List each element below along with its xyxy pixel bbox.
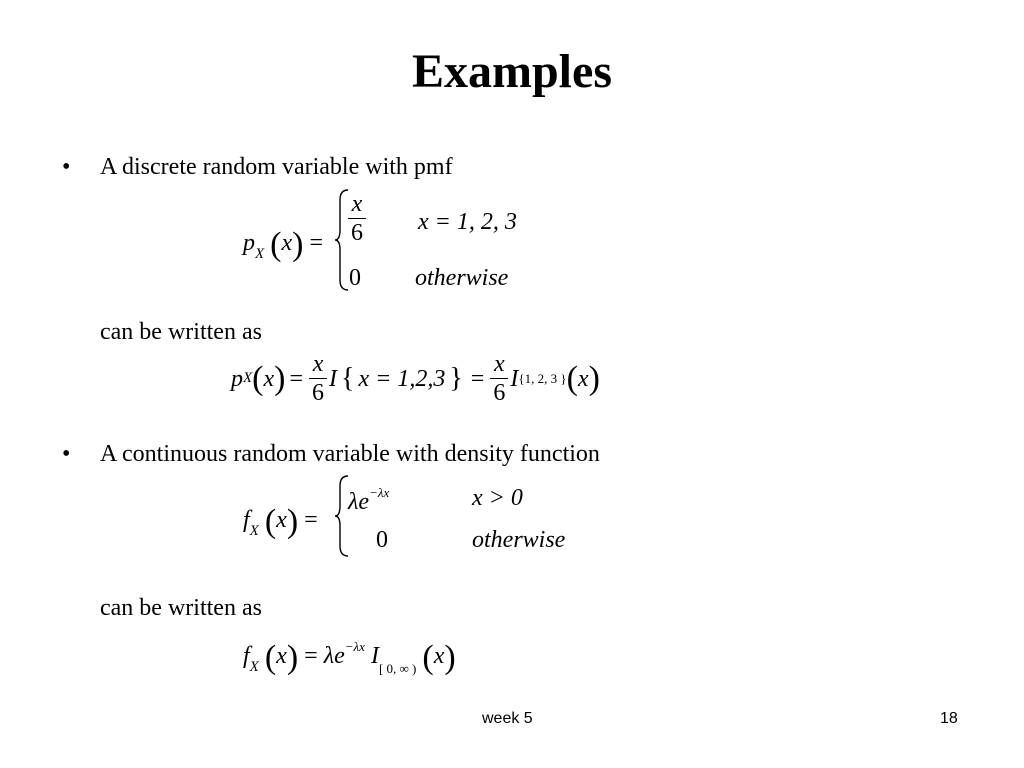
eq2-set-condition: x = 1,2,3 <box>358 365 446 392</box>
eq3-sub: X <box>249 523 259 539</box>
eq3-case1-expr <box>348 486 389 514</box>
eq2-indicator-2: I <box>510 365 519 392</box>
eq2-frac-num: x <box>309 350 327 379</box>
eq4-equals: = <box>304 643 318 669</box>
slide-title: Examples <box>411 45 612 98</box>
eq1-case1-fraction <box>346 190 368 247</box>
eq4-set-subscript: [ 0, ∞ ) <box>378 661 417 676</box>
eq4-exp: −λx <box>344 639 365 654</box>
page-number: 18 <box>940 710 958 727</box>
eq1-case2-value: 0 <box>349 265 361 291</box>
eq4-lambda: λ <box>323 643 335 669</box>
eq3-exp: −λx <box>369 485 390 500</box>
eq2-set-subscript: {1, 2, 3 } <box>518 371 567 386</box>
footer-week: week 5 <box>482 710 533 727</box>
eq1-case1-den: 6 <box>351 220 363 246</box>
bullet-marker: • <box>62 441 71 467</box>
bullet-text-continuous: A continuous random variable with density function <box>100 441 600 467</box>
eq2-indicator: I <box>329 365 338 392</box>
eq2-frac2-num: x <box>490 350 508 379</box>
eq1-equals: = <box>309 230 324 256</box>
eq2-set-open: { <box>341 362 355 394</box>
eq3-case2-value: 0 <box>376 527 388 553</box>
eq1-p: p <box>243 230 255 256</box>
eq3-lhs: $f_X$ (x) = <box>243 503 318 540</box>
eq4-indicator: I <box>370 643 379 669</box>
bullet-marker: • <box>62 154 71 180</box>
eq3-case1-condition: x > 0 <box>472 485 523 511</box>
eq3-e: e <box>358 489 370 515</box>
eq1-lhs: $p_X$ (x) = <box>243 226 324 263</box>
eq1-case2-condition: otherwise <box>415 265 509 291</box>
eq3-case2-condition: otherwise <box>472 527 566 553</box>
eq2-arg-2: x <box>577 365 589 392</box>
eq2-frac2-den: 6 <box>493 380 506 406</box>
eq1-case1-num: x <box>348 190 366 219</box>
eq2-frac-den: 6 <box>312 380 325 406</box>
eq3-lambda: λ <box>348 489 359 515</box>
eq2-equals-2: = <box>470 365 485 392</box>
eq4-arg: x <box>276 643 287 669</box>
eq4-expression: $f_X$ $(x) = \lambda e^{-\lambda x}$ $I_{[ 0, \infty )}$ (x) <box>243 639 456 676</box>
eq2-set-close: } <box>449 362 463 394</box>
eq3-f: f <box>243 507 250 533</box>
eq4-e: e <box>334 643 345 669</box>
eq2-p: p <box>231 365 243 392</box>
eq4-arg-2: x <box>433 643 445 669</box>
eq1-case1-condition: x = 1, 2, 3 <box>418 209 517 235</box>
eq4-sub: X <box>249 659 259 675</box>
eq2-sub: X <box>243 370 253 386</box>
eq2-expression: p X ( x ) = $\frac{x}{6}$ I { x = 1,2,3 } = $\frac{x}{6}$ I {1, 2, 3 } ( x ) <box>231 351 600 406</box>
continuation-text-1: can be written as <box>100 319 262 345</box>
eq3-equals: = <box>304 507 318 533</box>
bullet-text-discrete: A discrete random variable with pmf <box>100 154 453 180</box>
eq3-arg: x <box>276 507 287 533</box>
eq1-arg: x <box>281 230 293 256</box>
eq4-f: f <box>243 643 250 669</box>
continuation-text-2: can be written as <box>100 595 262 621</box>
eq1-sub: X <box>255 246 265 262</box>
eq2-equals: = <box>289 365 304 392</box>
eq2-arg: x <box>263 365 275 392</box>
